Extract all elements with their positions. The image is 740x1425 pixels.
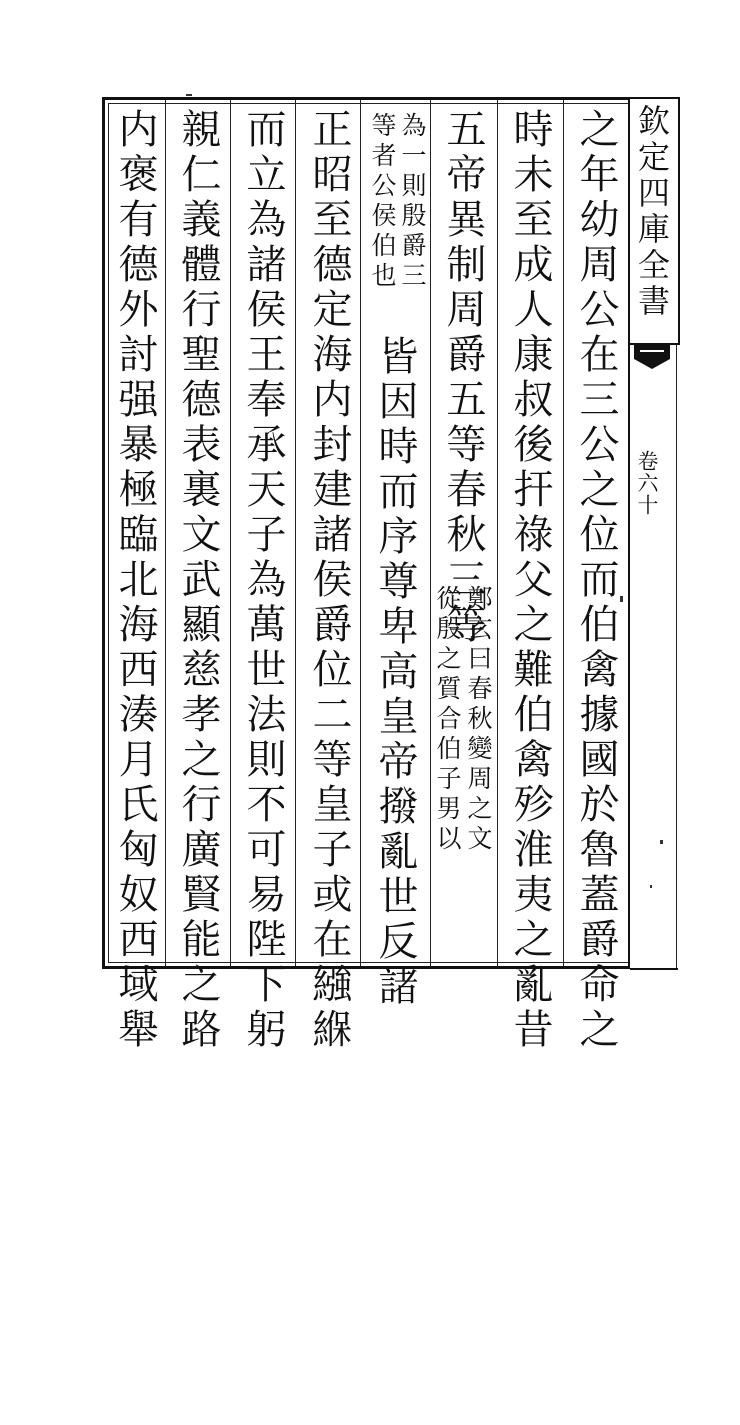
scan-speck xyxy=(186,94,192,96)
column-rule xyxy=(360,100,361,966)
margin-title: 欽定四庫全書 xyxy=(633,104,671,320)
text-column-4: 皆因時而序尊卑高皇帝撥亂世反諸 xyxy=(372,335,418,1010)
annotation-left: 等者公侯伯也 xyxy=(368,112,397,292)
column-rule xyxy=(295,100,296,966)
text-column-6: 而立為諸侯王奉承天子為萬世法則不可易陛下躬 xyxy=(240,108,286,1053)
text-column-3: 五帝異制周爵五等春秋三等 xyxy=(440,108,486,648)
annotation-right: 鄭玄曰春秋變周之文 xyxy=(464,585,493,855)
text-column-2: 時未至成人康叔後扞祿父之難伯禽殄淮夷之亂昔 xyxy=(507,108,553,1053)
scan-speck xyxy=(650,885,652,888)
column-rule xyxy=(230,100,231,966)
column-rule xyxy=(165,100,166,966)
scan-speck xyxy=(660,840,663,844)
annotation-left: 從殷之質合伯子男以 xyxy=(433,585,462,855)
margin-rule xyxy=(676,345,677,969)
text-column-5: 正昭至德定海内封建諸侯爵位二等皇子或在繈緥 xyxy=(306,108,352,1053)
text-column-8: 内褒有德外討强暴極臨北海西湊月氏匈奴西域舉 xyxy=(112,108,158,1053)
scan-speck xyxy=(620,596,623,602)
volume-number: 卷六十 xyxy=(635,450,659,516)
column-rule xyxy=(497,100,498,966)
fishtail-mark-icon xyxy=(632,343,672,371)
text-column-7: 親仁義體行聖德表裏文武顯慈孝之行廣賢能之路 xyxy=(175,108,221,1053)
text-column-1: 之年幼周公在三公之位而伯禽據國於魯蓋爵命之 xyxy=(573,108,619,1053)
column-rule xyxy=(430,100,431,966)
margin-bottom-rule xyxy=(630,968,678,970)
column-rule xyxy=(563,100,564,966)
annotation-right: 為一則殷爵三 xyxy=(398,112,427,292)
